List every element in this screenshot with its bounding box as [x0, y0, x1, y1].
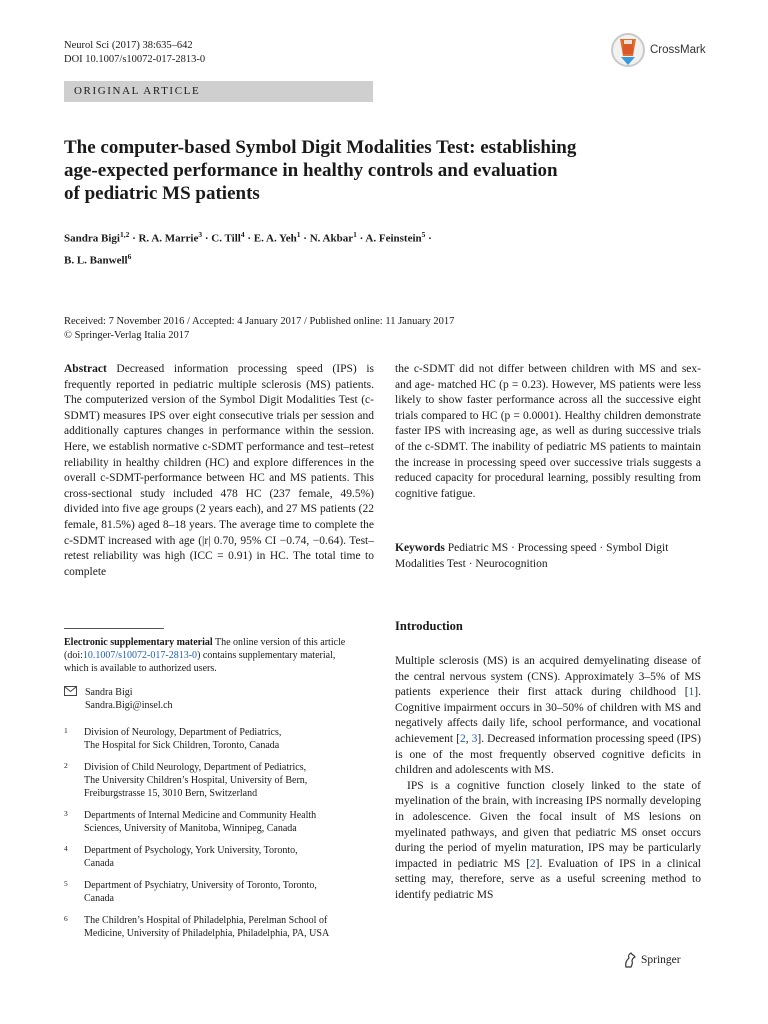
copyright-line: © Springer-Verlag Italia 2017: [64, 330, 190, 341]
affiliation-line: Canada: [84, 893, 114, 904]
citation-link[interactable]: 2: [459, 732, 466, 745]
abstract-label: Abstract: [64, 363, 107, 375]
crossmark-badge[interactable]: [610, 32, 706, 68]
author-affiliation-ref: 1: [296, 230, 301, 239]
author-name[interactable]: N. Akbar: [309, 232, 354, 245]
paragraph-text: Multiple sclerosis (MS) is an acquired demyelinating disease of the central nervous system (CNS). Approximately 3–5% of MS patients experience their first attack during childhood [: [395, 655, 701, 699]
crossmark-label: CrossMark: [650, 44, 706, 56]
dates-line: Received: 7 November 2016 / Accepted: 4 January 2017 / Published online: 11 January 2017: [64, 316, 455, 327]
author-list: [64, 226, 534, 269]
author-name[interactable]: Sandra Bigi: [64, 232, 120, 245]
affiliation-list: [64, 726, 359, 949]
introduction-text: [395, 654, 701, 904]
title-line-1: The computer-based Symbol Digit Modalities Test: establishing: [64, 137, 577, 158]
esm-label: Electronic supplementary material: [64, 637, 213, 648]
affiliation-number: 4: [64, 844, 68, 853]
abstract-text: Decreased information processing speed (IPS) is frequently reported in pediatric multiple sclerosis (MS) patients. The computerized version of the Symbol Digit Modalities Test (c-SDMT) measures IPS over eight consecutive trials per session and additionally captures changes in performance within the session. Here, we establish normative c-SDMT performance and test–retest reliability in healthy children (HC) and explore differences in the overall c-SDMT-performance between HC and MS patients. This cross-sectional study included 478 HC (237 female, 49.5%) divided into five age groups (2 years each), and 27 MS patients (22 female, 81.5%) aged 8–18 years. The average time to complete the c-SDMT increased with age (|r| 0.70, 95% CI −0.74, −0.64). Test–retest reliability was high (ICC = 0.91) in HC. The total time to complete: [64, 363, 374, 578]
citation-link[interactable]: 1: [688, 686, 695, 699]
title-line-2: age-expected performance in healthy controls and evaluation: [64, 160, 558, 181]
paragraph-text: ]. Evaluation of IPS in a clinical setting may, therefore, serve as a useful screening method to identify pediatric MS: [395, 857, 701, 901]
title-line-3: of pediatric MS patients: [64, 183, 260, 204]
publisher-logo: [623, 952, 681, 968]
affiliation-line: Canada: [84, 858, 114, 869]
citation-link[interactable]: 3: [471, 732, 478, 745]
author-separator: ·: [300, 232, 310, 245]
crossmark-icon: [610, 32, 646, 68]
author-affiliation-ref: 5: [421, 230, 426, 239]
affiliation-item: [64, 879, 359, 905]
citation-separator: ,: [465, 732, 472, 745]
keywords-text: Pediatric MS · Processing speed · Symbol Digit Modalities Test · Neurocognition: [395, 542, 669, 570]
author-name[interactable]: A. Feinstein: [365, 232, 422, 245]
author-separator: ·: [425, 232, 432, 245]
author-name[interactable]: E. A. Yeh: [253, 232, 297, 245]
affiliation-item: [64, 761, 359, 800]
keywords-label: Keywords: [395, 542, 445, 554]
affiliation-item: [64, 726, 359, 752]
contact-name: Sandra Bigi: [85, 687, 133, 698]
publication-dates: [64, 315, 454, 343]
citation-link[interactable]: 2: [529, 857, 536, 870]
affiliation-number: 5: [64, 879, 68, 888]
paragraph-text: ]. Cognitive impairment occurs in 30–50% of children with MS and negatively affects daily life, school performance, and vocational achievement [: [395, 686, 701, 745]
affiliation-item: [64, 809, 359, 835]
affiliation-line: Freiburgstrasse 15, 3010 Bern, Switzerland: [84, 788, 258, 799]
journal-citation: [64, 39, 205, 67]
author-separator: ·: [129, 232, 139, 245]
affiliation-line: Department of Psychiatry, University of Toronto, Toronto,: [84, 880, 317, 891]
springer-horse-icon: [623, 952, 637, 968]
paragraph-text: IPS is a cognitive function closely linked to the state of myelination of the brain, with increasing IPS normally developing in adolescence. Given the focal insult of MS lesions on myelinated pathways, and given that pediatric MS onset occurs during the period of myelin maturation, IPS may be particularly impacted in pediatric MS [: [395, 779, 701, 870]
affiliation-item: [64, 914, 359, 940]
affiliation-line: Medicine, University of Philadelphia, Philadelphia, PA, USA: [84, 928, 330, 939]
introduction-paragraph: [395, 779, 701, 904]
author-separator: ·: [356, 232, 366, 245]
supplementary-material-note: [64, 636, 359, 675]
author-affiliation-ref: 4: [240, 230, 245, 239]
author-name[interactable]: B. L. Banwell: [64, 254, 128, 267]
affiliation-line: Department of Psychology, York University, Toronto,: [84, 845, 298, 856]
author-name[interactable]: C. Till: [211, 232, 241, 245]
author-affiliation-ref: 1: [353, 230, 357, 239]
author-name[interactable]: R. A. Marrie: [138, 232, 199, 245]
doi-line: DOI 10.1007/s10072-017-2813-0: [64, 54, 206, 65]
paragraph-text: ]. Decreased information processing speed (IPS) is one of the most frequently observed cognitive deficits in children and adolescents with MS.: [395, 732, 702, 777]
author-separator: ·: [202, 232, 212, 245]
abstract-left: [64, 362, 374, 580]
author-affiliation-ref: 1,2: [119, 230, 130, 239]
esm-text: ) contains supplementary material, which is available to authorized users.: [64, 650, 336, 674]
author-separator: ·: [244, 232, 254, 245]
corresponding-author: [64, 686, 359, 712]
affiliation-line: Sciences, University of Manitoba, Winnipeg, Canada: [84, 823, 297, 834]
article-type-banner: ORIGINAL ARTICLE: [64, 81, 373, 102]
article-title: [64, 136, 664, 205]
author-affiliation-ref: 6: [127, 251, 132, 261]
publisher-name: Springer: [641, 954, 681, 966]
affiliation-line: Division of Neurology, Department of Pediatrics,: [84, 727, 282, 738]
abstract-right: the c-SDMT did not differ between children with MS and sex- and age- matched HC (p = 0.23). However, MS patients were less likely to show faster performance across all the successive eight trials compared to HC (p = 0.0001). Healthy children demonstrate faster IPS with increasing age, as well as during successive trials of the c-SDMT. The inability of pediatric MS patients to maintain the increase in processing speed over successive trials suggests a reduced capacity for procedural learning, possibly resulting from cognitive fatigue.: [395, 363, 701, 500]
keywords: [395, 541, 701, 572]
affiliation-number: 6: [64, 914, 68, 923]
affiliation-item: [64, 844, 359, 870]
contact-email[interactable]: Sandra.Bigi@insel.ch: [85, 700, 173, 711]
esm-text: The online version of this article (doi:: [64, 637, 346, 661]
affiliation-line: The University Children’s Hospital, University of Bern,: [84, 775, 308, 786]
author-affiliation-ref: 3: [198, 230, 203, 239]
affiliation-number: 3: [64, 809, 68, 818]
affiliation-line: The Hospital for Sick Children, Toronto, Canada: [84, 740, 280, 751]
affiliation-number: 2: [64, 761, 68, 770]
affiliation-number: 1: [64, 726, 68, 735]
journal-line: Neurol Sci (2017) 38:635–642: [64, 40, 193, 51]
affiliation-line: The Children’s Hospital of Philadelphia, Perelman School of: [84, 915, 328, 926]
affiliation-line: Division of Child Neurology, Department of Pediatrics,: [84, 762, 307, 773]
doi-link[interactable]: 10.1007/s10072-017-2813-0: [82, 650, 198, 661]
introduction-paragraph: [395, 654, 701, 779]
footnote-divider: [64, 628, 164, 629]
affiliation-line: Departments of Internal Medicine and Community Health: [84, 810, 317, 821]
envelope-icon: [64, 686, 77, 696]
section-heading-introduction: Introduction: [395, 619, 463, 633]
